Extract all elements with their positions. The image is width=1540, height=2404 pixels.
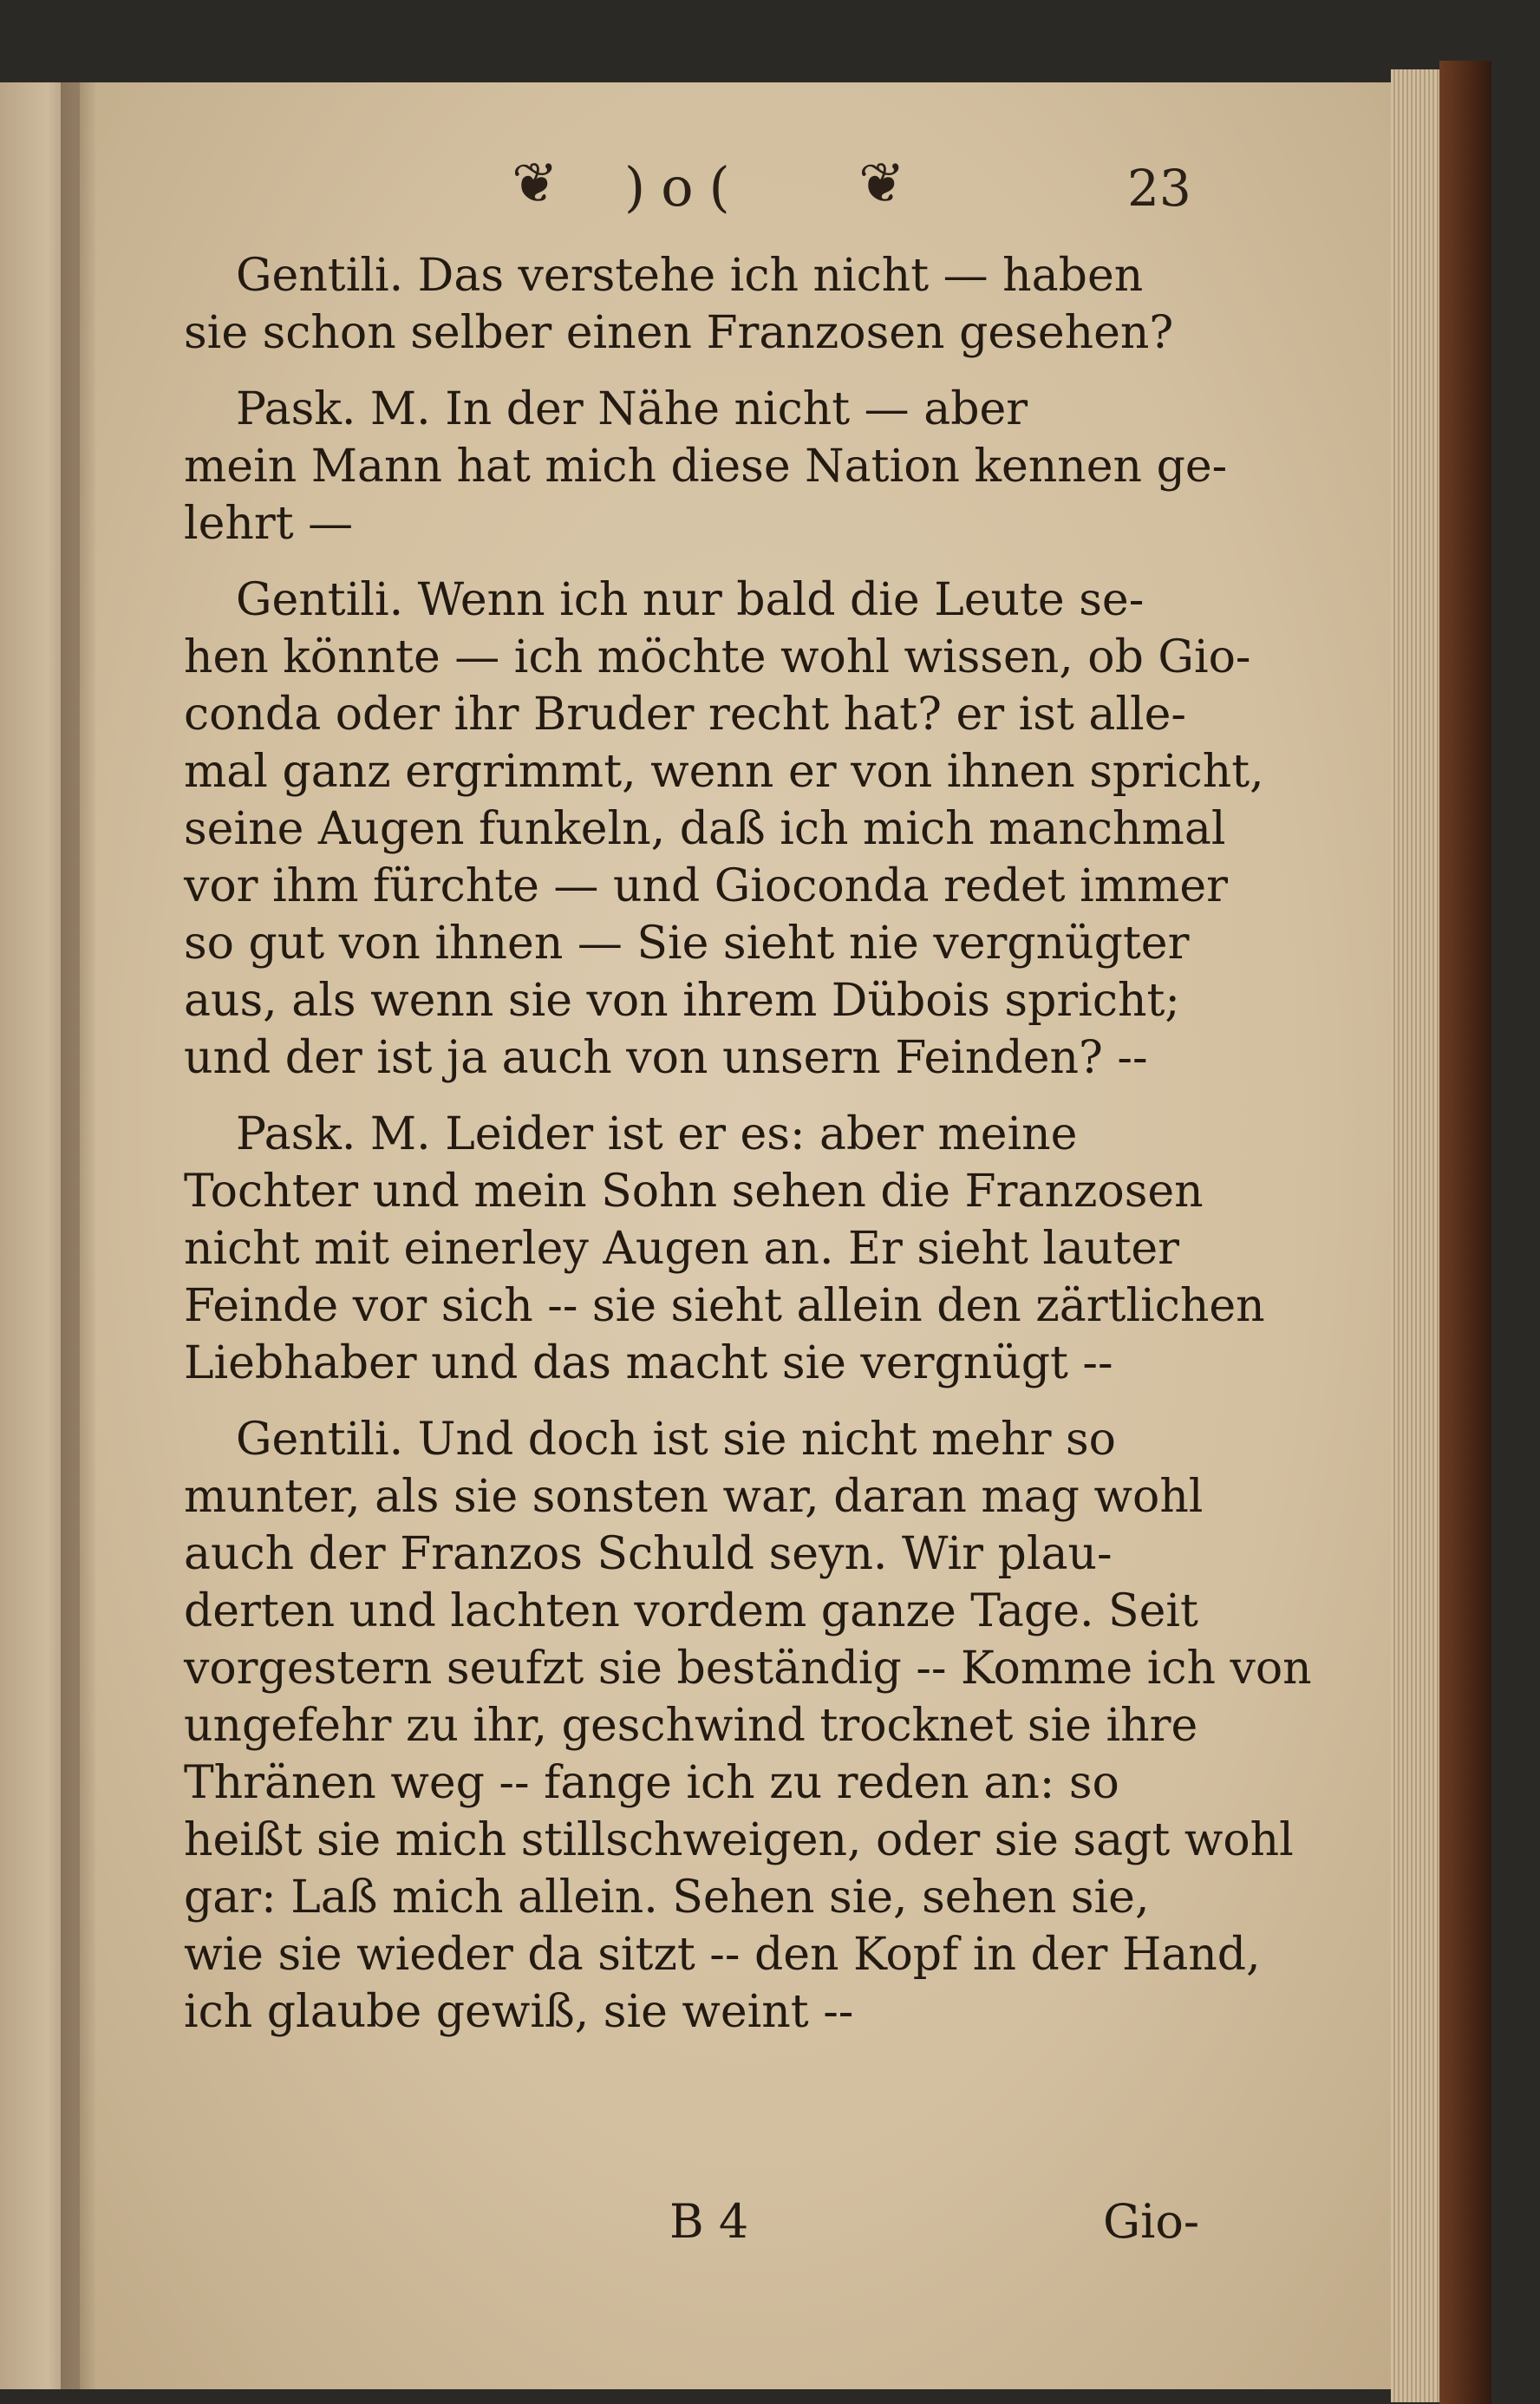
- text-line: Gentili. Das verstehe ich nicht — haben: [236, 250, 1144, 302]
- text-line: munter, als sie sonsten war, daran mag wohl: [184, 1471, 1204, 1523]
- text-line: auch der Franzos Schuld seyn. Wir plau-: [184, 1528, 1113, 1580]
- text-line: nicht mit einerley Augen an. Er sieht lauter: [184, 1223, 1180, 1275]
- signature-mark: B 4: [669, 2194, 749, 2249]
- text-line: vorgestern seufzt sie beständig -- Komme ich von: [184, 1643, 1312, 1695]
- text-line: heißt sie mich stillschweigen, oder sie sagt wohl: [184, 1814, 1294, 1866]
- text-line: Tochter und mein Sohn sehen die Franzosen: [184, 1166, 1204, 1218]
- header-divider: )o(: [624, 155, 746, 219]
- text-line: Gentili. Und doch ist sie nicht mehr so: [236, 1414, 1116, 1466]
- page-number: 23: [1127, 159, 1191, 218]
- paragraph: [184, 1106, 1268, 1392]
- text-line: Gentili. Wenn ich nur bald die Leute se-: [236, 574, 1145, 626]
- text-line: ich glaube gewiß, sie weint --: [184, 1986, 854, 2038]
- paragraph: [184, 1411, 1312, 2041]
- text-line: seine Augen funkeln, daß ich mich manchmal: [184, 803, 1226, 855]
- flower-ornament-icon: ❦: [858, 152, 905, 216]
- flower-ornament-icon: ❦: [512, 152, 558, 216]
- text-line: Pask. M. Leider ist er es: aber meine: [236, 1108, 1078, 1160]
- text-line: lehrt —: [184, 498, 354, 550]
- text-line: Pask. M. In der Nähe nicht — aber: [236, 383, 1028, 435]
- book-cover: [1439, 61, 1491, 2404]
- text-line: Thränen weg -- fange ich zu reden an: so: [184, 1757, 1119, 1809]
- text-line: conda oder ihr Bruder recht hat? er ist alle-: [184, 689, 1186, 741]
- text-line: mein Mann hat mich diese Nation kennen ge-: [184, 441, 1228, 493]
- paragraph: [184, 247, 1268, 362]
- text-line: Feinde vor sich -- sie sieht allein den zärtlichen: [184, 1280, 1265, 1332]
- text-line: derten und lachten vordem ganze Tage. Seit: [184, 1585, 1198, 1637]
- page-gutter: [61, 82, 95, 2389]
- text-line: gar: Laß mich allein. Sehen sie, sehen sie,: [184, 1872, 1150, 1924]
- paragraph: [184, 381, 1268, 552]
- text-line: ungefehr zu ihr, geschwind trocknet sie ihre: [184, 1700, 1198, 1752]
- text-line: und der ist ja auch von unsern Feinden? --: [184, 1032, 1148, 1084]
- body-text: [184, 247, 1312, 2060]
- page-footer: [184, 2194, 1268, 2264]
- text-line: aus, als wenn sie von ihrem Dübois spricht;: [184, 975, 1180, 1027]
- catchword: Gio-: [1103, 2194, 1200, 2249]
- text-line: mal ganz ergrimmt, wenn er von ihnen spricht,: [184, 746, 1264, 798]
- running-header: [512, 152, 1292, 230]
- text-line: Liebhaber und das macht sie vergnügt --: [184, 1337, 1113, 1389]
- text-line: wie sie wieder da sitzt -- den Kopf in der Hand,: [184, 1929, 1261, 1981]
- text-line: sie schon selber einen Franzosen gesehen?: [184, 307, 1174, 359]
- paragraph: [184, 572, 1268, 1087]
- text-line: hen könnte — ich möchte wohl wissen, ob Gio-: [184, 631, 1251, 683]
- text-line: vor ihm fürchte — und Gioconda redet immer: [184, 860, 1228, 912]
- text-line: so gut von ihnen — Sie sieht nie vergnügter: [184, 918, 1190, 970]
